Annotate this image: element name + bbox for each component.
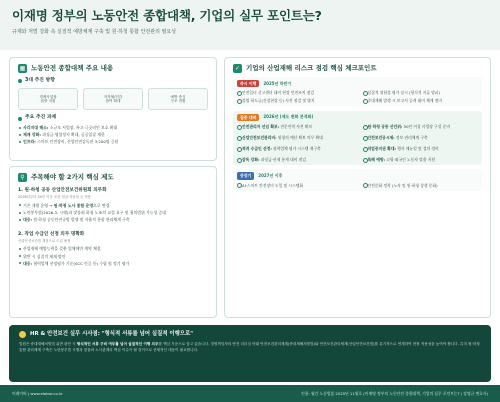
checklist-item: AI·스마트 안전장비 도입 및 시스템화 bbox=[237, 183, 353, 188]
list-item: 인프라: 스마트 안전장비, 산업안전감독관 3,200명 증원 bbox=[18, 139, 208, 144]
checklist-icon: ✓ bbox=[234, 64, 241, 72]
checkpoint-title: 기업의 산업재해 리스크 점검 핵심 체크포인트 bbox=[246, 64, 377, 73]
system-heading: 1. 원·하청 공동 산업안전보건위원회 의무화 bbox=[18, 188, 107, 193]
system-subnote: 2026년부터 50인 이상 조선·철강·자동차 등 적용 bbox=[18, 195, 91, 200]
period-label: 2026년 (제도 변화 본격화) bbox=[263, 114, 314, 120]
system-subnote: 산업안전보건법 개정으로 도입 예정 bbox=[18, 238, 71, 243]
checklist-item: 불법 하도급(건설현장 등) 사전 점검 및 방지 bbox=[237, 98, 353, 103]
period-tag: 집중 대비 bbox=[237, 114, 259, 121]
search-icon: ⚲ bbox=[18, 173, 27, 182]
checklist-item: 안전관리자 선임 확보: 전문인력 사전 확보 bbox=[237, 124, 353, 129]
footer-citation: 인용: 월간 노동법률 2025년 11월호 (이재명 정부의 노동안전 종합대책, 기업의 실무 포인트는? / 강명규 변호사) bbox=[301, 390, 488, 396]
checklist-item: 원·하청 공동 산안위: 50인 이상 사업장 구성 준비 bbox=[363, 124, 479, 129]
axes-boxes bbox=[18, 88, 208, 110]
checklist-item: 안전문화 정착 (노사 및 원·하청 상생 문화) bbox=[363, 183, 479, 188]
key-systems-card bbox=[9, 166, 217, 318]
period-label: 2027년 이후 bbox=[258, 173, 283, 179]
main-policy-heading: 주요 추진 과제 bbox=[18, 115, 208, 121]
axis-box: 지자체/민간 참여 확대 bbox=[83, 88, 143, 110]
policy-summary-card bbox=[9, 57, 217, 161]
page-footer bbox=[0, 385, 500, 402]
implications-title-row bbox=[19, 331, 481, 338]
bullet-icon bbox=[18, 79, 22, 83]
checkpoint-card bbox=[224, 57, 491, 318]
checklist-grid bbox=[237, 124, 478, 163]
bullet-icon bbox=[18, 117, 22, 121]
list-item: 기존 개별 운영 → 원·하청 노사 통합 운영으로 변경 bbox=[18, 203, 208, 208]
policy-summary-title: 노동안전 종합대책 주요 내용 bbox=[31, 64, 114, 73]
implications-body: 법원은 중대재해처벌법 위반 판단 시 형식적인 서류 구비 여부를 넘어 실질적인 이행 의무를 핵심 기준으로 삼고 있습니다. 경영책임자의 안전 리더십 아래 안전보건관리체계(중대재해처벌법)와 안전보건관리체계(산업안전보건법)를 유기적으로 연계하여 현장 적용성을 높여야 합니다. 특히 원·하청 통합 관리체계 구축은 노란봉투법 시행과 맞물려 노사관계의 핵심 이슈가 될 것이므로 선제적인 대응이 필요합니다. bbox=[19, 342, 480, 352]
period-section bbox=[233, 111, 482, 166]
policy-list bbox=[18, 125, 208, 145]
key-systems-title-row bbox=[18, 173, 208, 182]
list-item: 대응: 원·하청 공동안전규범 발생 및 자율적 통합 관리체계 구축 bbox=[18, 217, 208, 222]
checklist-item: 작업중지권 확대: 행사 매뉴얼 및 절차 정비 bbox=[363, 146, 479, 151]
implications-title: HR & 안전보건 실무 시사점: "형식적 서류를 넘어 실질적 이행으로" bbox=[30, 331, 194, 337]
checklist-grid bbox=[237, 90, 478, 103]
period-tag: 즉시 이행 bbox=[237, 80, 259, 87]
document-icon: ▦ bbox=[19, 64, 26, 72]
checklist-grid bbox=[237, 183, 478, 188]
checklist-item: 안전보건공시제: 정보 관리체계 구축 bbox=[363, 135, 479, 140]
checklist-item: 특례 예방: 고령·외국인 노동자 맞춤 지원 bbox=[363, 157, 479, 162]
key-systems-title: 주목해야 할 2가지 핵심 제도 bbox=[31, 173, 114, 182]
system-points bbox=[18, 246, 208, 266]
system-points bbox=[18, 203, 208, 223]
period-section bbox=[233, 77, 482, 107]
three-axes-heading: 3대 추진 방향 bbox=[18, 78, 208, 84]
system-heading: 2. 작업 수급인 선정 의무 명확화 bbox=[18, 231, 85, 237]
checklist-item: 실질적 위험성 평가 실시 (형식적 서류 탈피) bbox=[363, 90, 479, 95]
list-item: 노란봉투법(2026.3. 시행)과 맞물려 하청 노조의 교섭 요구 및 협의범위 가능성 증대 bbox=[18, 210, 208, 215]
list-item: 제재 강화: 과징금·영업정지 확대, 공공입찰 제한 bbox=[18, 132, 208, 137]
list-item: 사각지대 해소: 소규모 사업장, 특고·극곳러인 보호 확대 bbox=[18, 125, 208, 130]
checkpoint-title-row bbox=[233, 64, 482, 73]
axis-box: 경제사업장 집중 지원 bbox=[18, 88, 78, 110]
implications-banner bbox=[9, 325, 491, 382]
page-subtitle: 규제와 처벌 강화 속 실질적 예방체계 구축 및 원·하청 통합 안전관리 필요성 bbox=[12, 29, 176, 35]
axis-box: 예방 중심 구조 전환 bbox=[148, 88, 208, 110]
list-item: 산업재해 예방능력을 갖춘 업체에만 계약 체결 bbox=[18, 246, 208, 251]
footer-source-link[interactable]: 이레이버 | www.elabor.co.kr bbox=[12, 390, 63, 396]
page-title: 이재명 정부의 노동안전 종합대책, 기업의 실무 포인트는? bbox=[12, 8, 322, 23]
page-header bbox=[0, 0, 500, 50]
period-section bbox=[233, 169, 482, 190]
period-tag: 중장기 bbox=[237, 172, 254, 179]
period-label: 2025년 하반기 bbox=[263, 80, 292, 86]
checklist-item: 적격 수급인 선정: 협력업체 평가 시스템 재구축 bbox=[237, 146, 353, 151]
checklist-item: 중대재해 발생 시 보고서 공개 대비 체계 정비 bbox=[363, 98, 479, 103]
policy-summary-title-row bbox=[18, 64, 208, 73]
list-item: 대응: 협력업체 선정평가 기준(SCC 인증 등) 수립 및 정기 평가 bbox=[18, 261, 208, 266]
list-item: 위반 시 실질적 제재 방안 bbox=[18, 254, 208, 259]
checklist-item: 안전일터 신고센터 대비 현장 안전조치 점검 bbox=[237, 90, 353, 95]
checklist-item: 산업안전보건관리비: 원청의 예산 확보 의무 확대 bbox=[237, 135, 353, 140]
lightbulb-icon bbox=[19, 331, 26, 338]
checklist-item: 감독 강화: 과징금·산재 통계 대비 점검 bbox=[237, 157, 353, 162]
